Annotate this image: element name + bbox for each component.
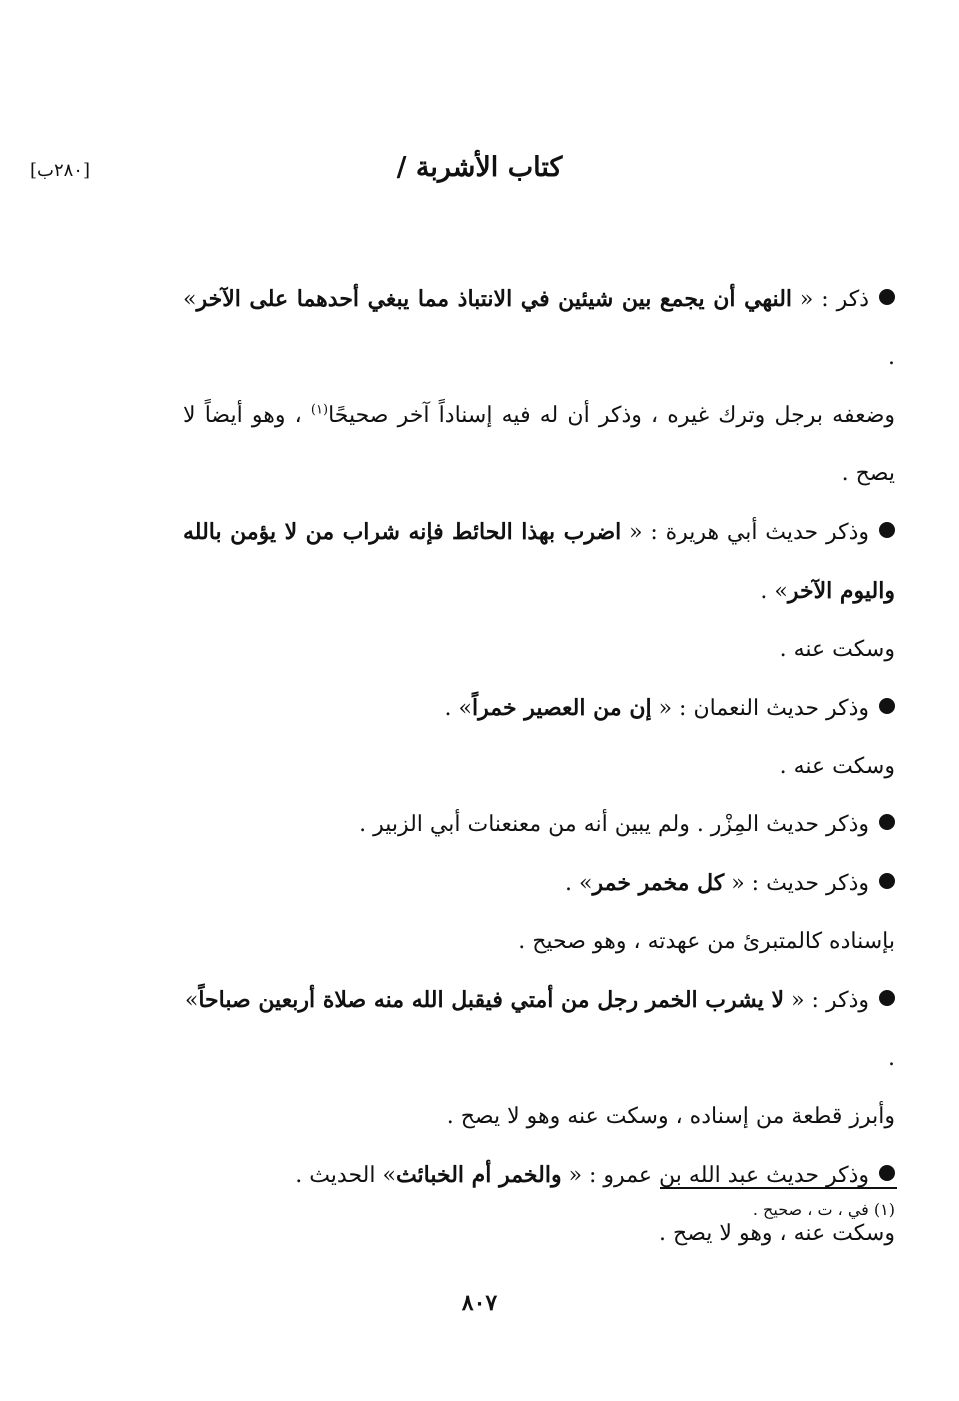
paragraph: وسكت عنه ، وهو لا يصح . [659, 1221, 895, 1246]
paragraph: ذكر : « النهي أن يجمع بين شيئين في الانتباذ مما يبغي أحدهما على الآخر» . [183, 286, 895, 370]
bullet-icon [879, 289, 895, 305]
hadith-quote: لا يشرب الخمر رجل من أمتي فيقبل الله منه صلاة أربعين صباحاً [198, 987, 785, 1013]
bullet-icon [879, 698, 895, 714]
paragraph: وذكر حديث النعمان : « إن من العصير خمراً» . [183, 679, 895, 738]
paragraph: وذكر حديث عبد الله بن عمرو : « والخمر أم الخبائث» الحديث . [183, 1146, 895, 1205]
paragraph: وذكر : « لا يشرب الخمر رجل من أمتي فيقبل الله منه صلاة أربعين صباحاً» . [184, 987, 895, 1071]
bullet-icon [879, 814, 895, 830]
hadith-quote: النهي أن يجمع بين شيئين في الانتباذ مما يبغي أحدهما على الآخر [196, 286, 793, 312]
page-number: ٨٠٧ [461, 1290, 498, 1316]
bullet-icon [879, 522, 895, 538]
footnote-reference: (١) [310, 402, 329, 418]
footnote: (١) في ، ت ، صحيح . [752, 1200, 895, 1219]
body-text [183, 270, 895, 1263]
hadith-quote: كل مخمر خمر [592, 870, 725, 896]
paragraph: وأبرز قطعة من إسناده ، وسكت عنه وهو لا يصح . [446, 1104, 895, 1129]
paragraph: وذكر حديث المِزْر . ولم يبين أنه من معنعنات أبي الزبير . [183, 796, 895, 854]
bullet-icon [879, 990, 895, 1006]
paragraph: وذكر حديث أبي هريرة : « اضرب بهذا الحائط فإنه شراب من لا يؤمن بالله واليوم الآخر» . [183, 519, 895, 604]
paragraph: وسكت عنه . [779, 754, 895, 779]
hadith-quote: اضرب بهذا الحائط فإنه شراب من لا يؤمن بالله واليوم الآخر [183, 519, 895, 604]
hadith-quote: إن من العصير خمراً [471, 695, 652, 721]
paragraph: وضعفه برجل وترك غيره ، وذكر أن له فيه إسناداً آخر صحيحًا$^{(١)}$ ، وهو أيضاً لا يصح . [183, 402, 895, 486]
paragraph: وذكر حديث : « كل مخمر خمر» . [183, 854, 895, 913]
footnote-divider [660, 1187, 897, 1189]
bullet-icon [879, 873, 895, 889]
hadith-quote: والخمر أم الخبائث [395, 1162, 562, 1188]
chapter-title: كتاب الأشربة / [396, 152, 563, 183]
folio-marker: [٢٨٠ب] [30, 160, 91, 181]
paragraph: بإسناده كالمتبرئ من عهدته ، وهو صحيح . [518, 929, 895, 954]
paragraph: وسكت عنه . [779, 637, 895, 662]
bullet-icon [879, 1165, 895, 1181]
